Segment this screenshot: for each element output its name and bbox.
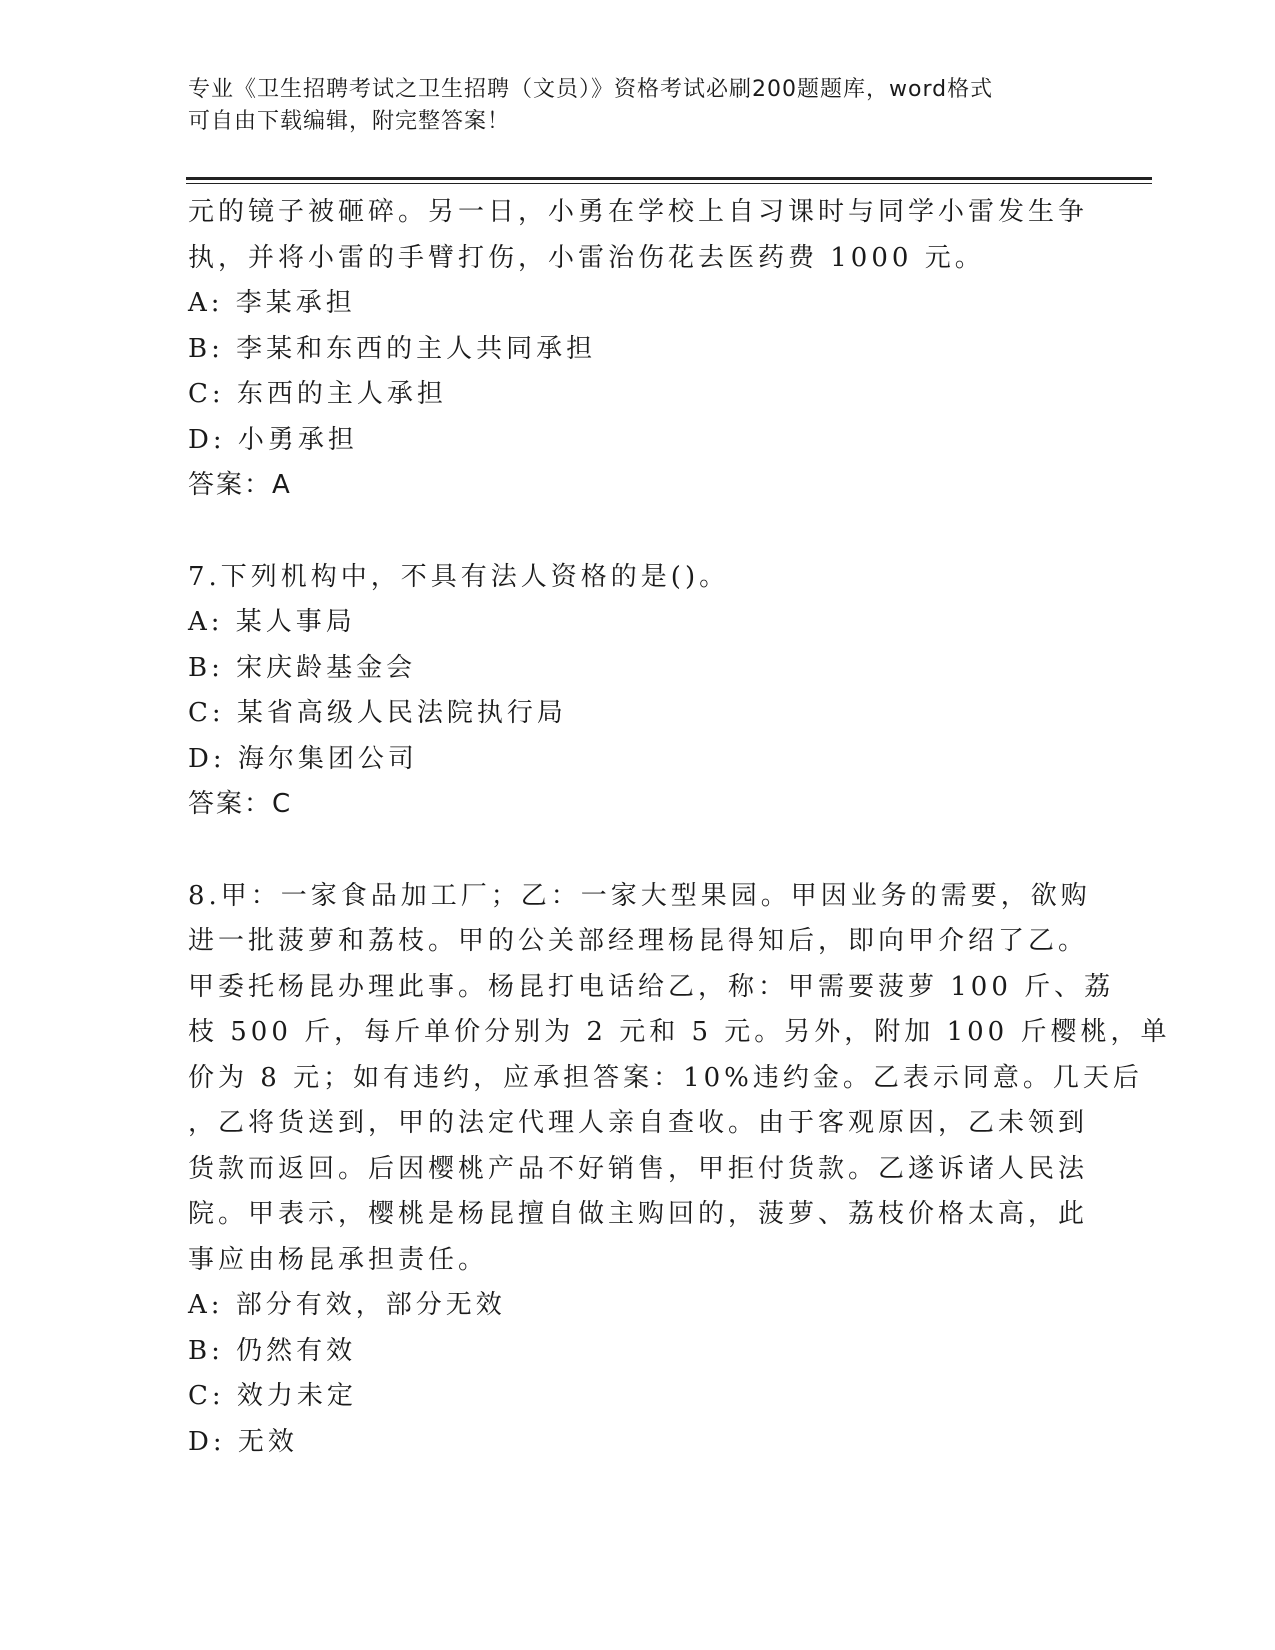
question-text-line: 进一批菠萝和荔枝。甲的公关部经理杨昆得知后，即向甲介绍了乙。	[188, 926, 1089, 956]
option-c: C: 某省高级人民法院执行局	[188, 698, 567, 728]
header-rule-thick	[186, 177, 1152, 180]
question-text-line: ，乙将货送到，甲的法定代理人亲自查收。由于客观原因，乙未领到	[188, 1108, 1089, 1138]
question-text-line: 8.甲：一家食品加工厂；乙：一家大型果园。甲因业务的需要，欲购	[188, 880, 1091, 911]
question-text-line: 元的镜子被砸碎。另一日，小勇在学校上自习课时与同学小雷发生争	[188, 197, 1089, 227]
option-a: A: 部分有效，部分无效	[188, 1290, 506, 1320]
option-c: C: 效力未定	[188, 1381, 357, 1411]
question-text-line: 7.下列机构中，不具有法人资格的是()。	[188, 561, 730, 592]
answer-line: 答案：C	[188, 789, 293, 819]
option-c: C: 东西的主人承担	[188, 379, 447, 409]
header-line-1: 专业《卫生招聘考试之卫生招聘（文员）》资格考试必刷200题题库，word格式	[188, 77, 994, 102]
question-text-line: 货款而返回。后因樱桃产品不好销售，甲拒付货款。乙遂诉诸人民法	[188, 1153, 1089, 1184]
header-line-2: 可自由下载编辑，附完整答案！	[188, 109, 511, 134]
question-6-continued	[188, 190, 1089, 509]
option-d: D: 小勇承担	[188, 424, 358, 455]
question-text-line: 院。甲表示，樱桃是杨昆擅自做主购回的，菠萝、荔枝价格太高，此	[188, 1199, 1089, 1229]
document-body	[188, 190, 1171, 1465]
option-a: A: 李某承担	[188, 288, 356, 318]
question-text-line: 甲委托杨昆办理此事。杨昆打电话给乙，称：甲需要菠萝 100 斤、荔	[188, 971, 1115, 1002]
option-a: A: 某人事局	[188, 607, 356, 637]
question-text-line: 事应由杨昆承担责任。	[188, 1244, 489, 1275]
question-text-line: 枝 500 斤，每斤单价分别为 2 元和 5 元。另外，附加 100 斤樱桃，单	[188, 1017, 1171, 1047]
header-rule-thin	[186, 183, 1152, 184]
option-b: B: 仍然有效	[188, 1335, 357, 1366]
question-7	[188, 555, 1068, 828]
question-text-line: 执，并将小雷的手臂打伤，小雷治伤花去医药费 1000 元。	[188, 242, 985, 273]
question-text-line: 价为 8 元；如有违约，应承担答案：10%违约金。乙表示同意。几天后	[188, 1062, 1143, 1093]
question-8	[188, 874, 1171, 1466]
option-d: D: 无效	[188, 1426, 298, 1457]
document-header	[188, 74, 1088, 138]
option-b: B: 李某和东西的主人共同承担	[188, 333, 597, 364]
option-d: D: 海尔集团公司	[188, 743, 418, 774]
answer-line: 答案：A	[188, 470, 292, 500]
option-b: B: 宋庆龄基金会	[188, 652, 417, 683]
